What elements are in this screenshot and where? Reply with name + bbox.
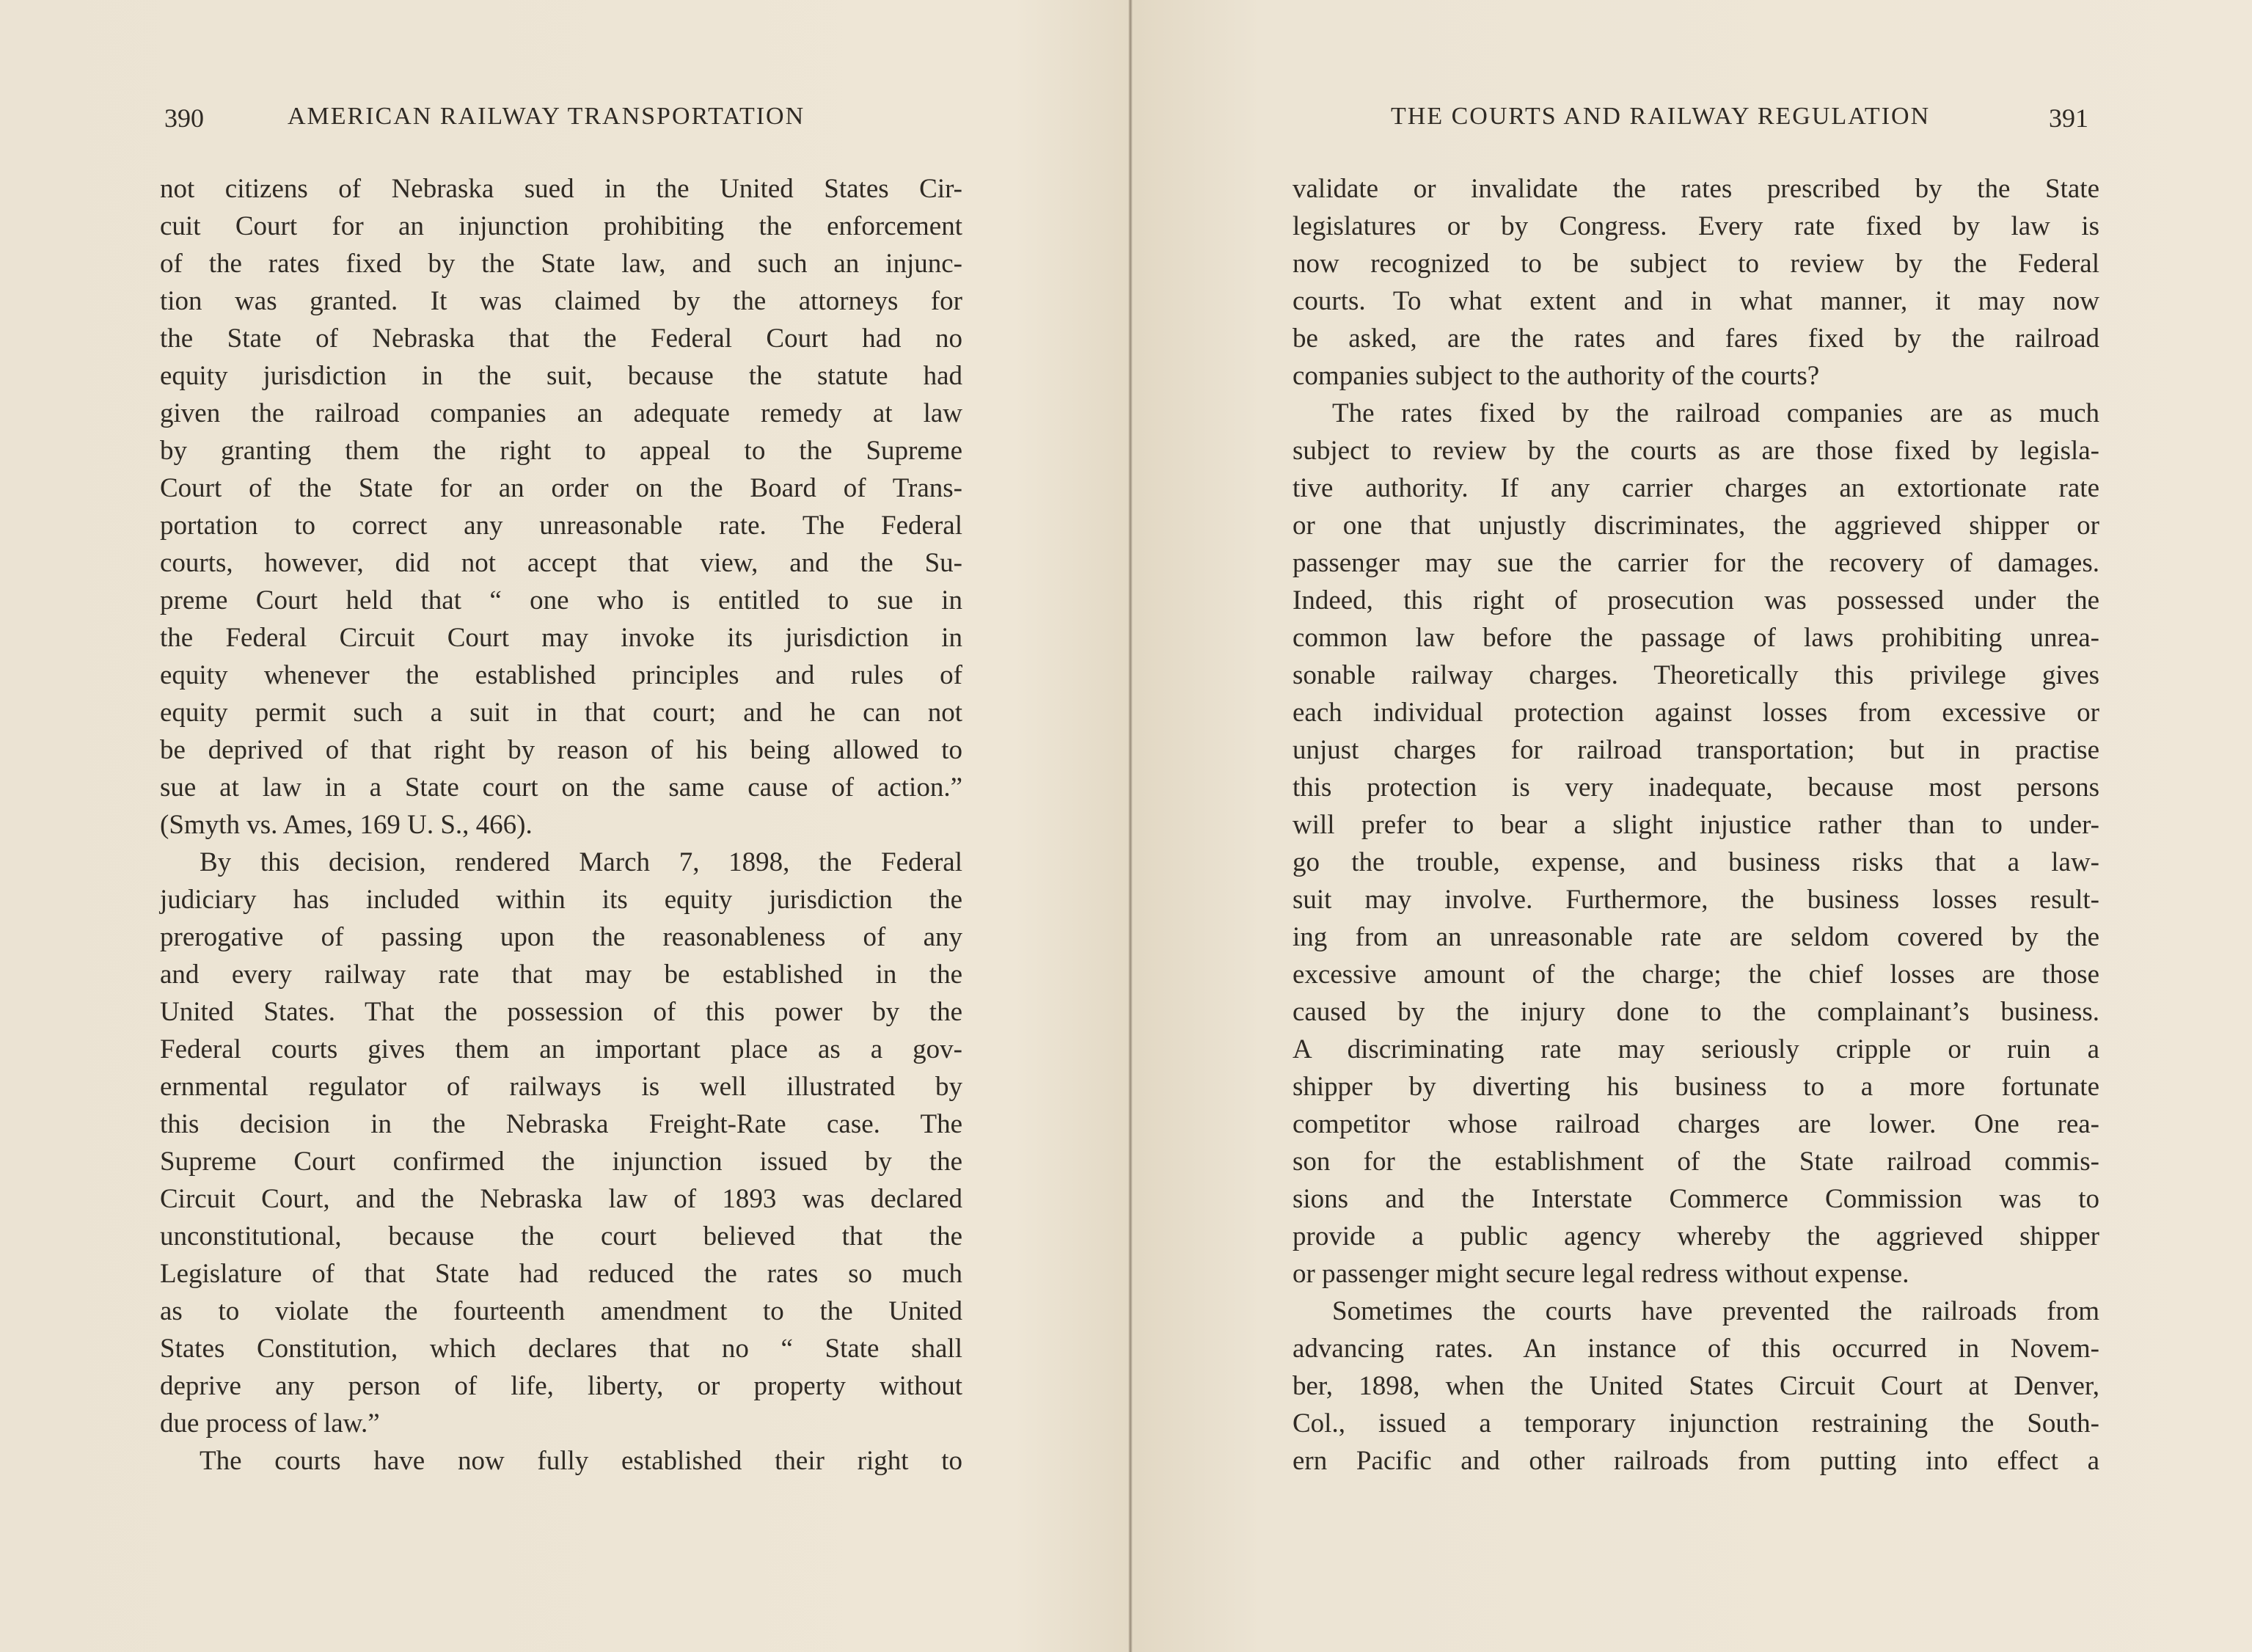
text-line: cuit Court for an injunction prohibiting the enforcement <box>160 211 962 241</box>
running-head: AMERICAN RAILWAY TRANSPORTATION <box>288 103 805 130</box>
text-line: sions and the Interstate Commerce Commission was to <box>1293 1184 2099 1214</box>
page-number: 391 <box>2049 103 2088 133</box>
text-line: ing from an unreasonable rate are seldom covered by the <box>1293 922 2099 952</box>
text-line: Indeed, this right of prosecution was possessed under the <box>1293 585 2099 615</box>
text-line: not citizens of Nebraska sued in the United States Cir- <box>160 174 962 204</box>
text-line: given the railroad companies an adequate remedy at law <box>160 398 962 428</box>
text-line: of the rates fixed by the State law, and such an injunc- <box>160 249 962 279</box>
text-line: unconstitutional, because the court believed that the <box>160 1221 962 1251</box>
text-line: Legislature of that State had reduced the rates so much <box>160 1259 962 1289</box>
text-line: be asked, are the rates and fares fixed by the railroad <box>1293 324 2099 354</box>
text-line: companies subject to the authority of the courts? <box>1293 361 1820 391</box>
text-line: the Federal Circuit Court may invoke its jurisdiction in <box>160 623 962 653</box>
text-line: Circuit Court, and the Nebraska law of 1893 was declared <box>160 1184 962 1214</box>
text-line: common law before the passage of laws prohibiting unrea- <box>1293 623 2099 653</box>
text-line: now recognized to be subject to review by the Federal <box>1293 249 2099 279</box>
text-line: this protection is very inadequate, because most persons <box>1293 772 2099 803</box>
text-line: go the trouble, expense, and business risks that a law- <box>1293 847 2099 877</box>
text-line: ernmental regulator of railways is well illustrated by <box>160 1072 962 1102</box>
text-line: Col., issued a temporary injunction restraining the South- <box>1293 1408 2099 1439</box>
text-line: validate or invalidate the rates prescribed by the State <box>1293 174 2099 204</box>
text-line: sonable railway charges. Theoretically this privilege gives <box>1293 660 2099 690</box>
text-line: deprive any person of life, liberty, or property without <box>160 1371 962 1401</box>
text-line: caused by the injury done to the complainant’s business. <box>1293 997 2099 1027</box>
text-line: son for the establishment of the State railroad commis- <box>1293 1147 2099 1177</box>
text-line: or passenger might secure legal redress without expense. <box>1293 1259 1909 1289</box>
text-line: ern Pacific and other railroads from putting into effect a <box>1293 1446 2099 1476</box>
text-line: equity jurisdiction in the suit, because the statute had <box>160 361 962 391</box>
text-line: Federal courts gives them an important place as a gov- <box>160 1034 962 1064</box>
text-line: preme Court held that “ one who is entitled to sue in <box>160 585 962 615</box>
running-head: THE COURTS AND RAILWAY REGULATION <box>1391 103 1931 130</box>
page-body <box>1293 170 2099 1480</box>
text-line: By this decision, rendered March 7, 1898, the Federal <box>200 847 962 877</box>
text-line: subject to review by the courts as are those fixed by legisla- <box>1293 436 2099 466</box>
text-line: by granting them the right to appeal to the Supreme <box>160 436 962 466</box>
text-line: unjust charges for railroad transportation; but in practise <box>1293 735 2099 765</box>
text-line: the State of Nebraska that the Federal Court had no <box>160 324 962 354</box>
text-line: due process of law.” <box>160 1408 380 1439</box>
page-number: 390 <box>164 103 204 133</box>
text-line: Sometimes the courts have prevented the railroads from <box>1332 1296 2099 1326</box>
text-line: will prefer to bear a slight injustice rather than to under- <box>1293 810 2099 840</box>
text-line: The courts have now fully established their right to <box>200 1446 962 1476</box>
text-line: be deprived of that right by reason of his being allowed to <box>160 735 962 765</box>
text-line: ber, 1898, when the United States Circuit Court at Denver, <box>1293 1371 2099 1401</box>
text-line: this decision in the Nebraska Freight-Rate case. The <box>160 1109 962 1139</box>
text-line: passenger may sue the carrier for the recovery of damages. <box>1293 548 2099 578</box>
text-line: provide a public agency whereby the aggrieved shipper <box>1293 1221 2099 1251</box>
text-line: advancing rates. An instance of this occurred in Novem- <box>1293 1334 2099 1364</box>
text-line: Supreme Court confirmed the injunction issued by the <box>160 1147 962 1177</box>
text-line: portation to correct any unreasonable rate. The Federal <box>160 511 962 541</box>
text-line: shipper by diverting his business to a more fortunate <box>1293 1072 2099 1102</box>
text-line: judiciary has included within its equity jurisdiction the <box>160 885 962 915</box>
text-line: as to violate the fourteenth amendment to the United <box>160 1296 962 1326</box>
text-line: The rates fixed by the railroad companies are as much <box>1332 398 2099 428</box>
text-line: tive authority. If any carrier charges an extortionate rate <box>1293 473 2099 503</box>
text-line: excessive amount of the charge; the chief losses are those <box>1293 960 2099 990</box>
page-body <box>160 170 962 1480</box>
text-line: equity whenever the established principles and rules of <box>160 660 962 690</box>
text-line: prerogative of passing upon the reasonableness of any <box>160 922 962 952</box>
text-line: (Smyth vs. Ames, 169 U. S., 466). <box>160 810 533 840</box>
text-line: courts. To what extent and in what manner, it may now <box>1293 286 2099 316</box>
text-line: and every railway rate that may be established in the <box>160 960 962 990</box>
text-line: each individual protection against losses from excessive or <box>1293 698 2099 728</box>
text-line: sue at law in a State court on the same cause of action.” <box>160 772 962 803</box>
text-line: tion was granted. It was claimed by the attorneys for <box>160 286 962 316</box>
text-line: Court of the State for an order on the Board of Trans- <box>160 473 962 503</box>
text-line: competitor whose railroad charges are lower. One rea- <box>1293 1109 2099 1139</box>
text-line: States Constitution, which declares that no “ State shall <box>160 1334 962 1364</box>
text-line: legislatures or by Congress. Every rate fixed by law is <box>1293 211 2099 241</box>
text-line: suit may involve. Furthermore, the business losses result- <box>1293 885 2099 915</box>
text-line: A discriminating rate may seriously cripple or ruin a <box>1293 1034 2099 1064</box>
text-line: United States. That the possession of this power by the <box>160 997 962 1027</box>
text-line: or one that unjustly discriminates, the aggrieved shipper or <box>1293 511 2099 541</box>
right-page <box>1126 0 2252 1652</box>
text-line: equity permit such a suit in that court; and he can not <box>160 698 962 728</box>
text-line: courts, however, did not accept that view, and the Su- <box>160 548 962 578</box>
